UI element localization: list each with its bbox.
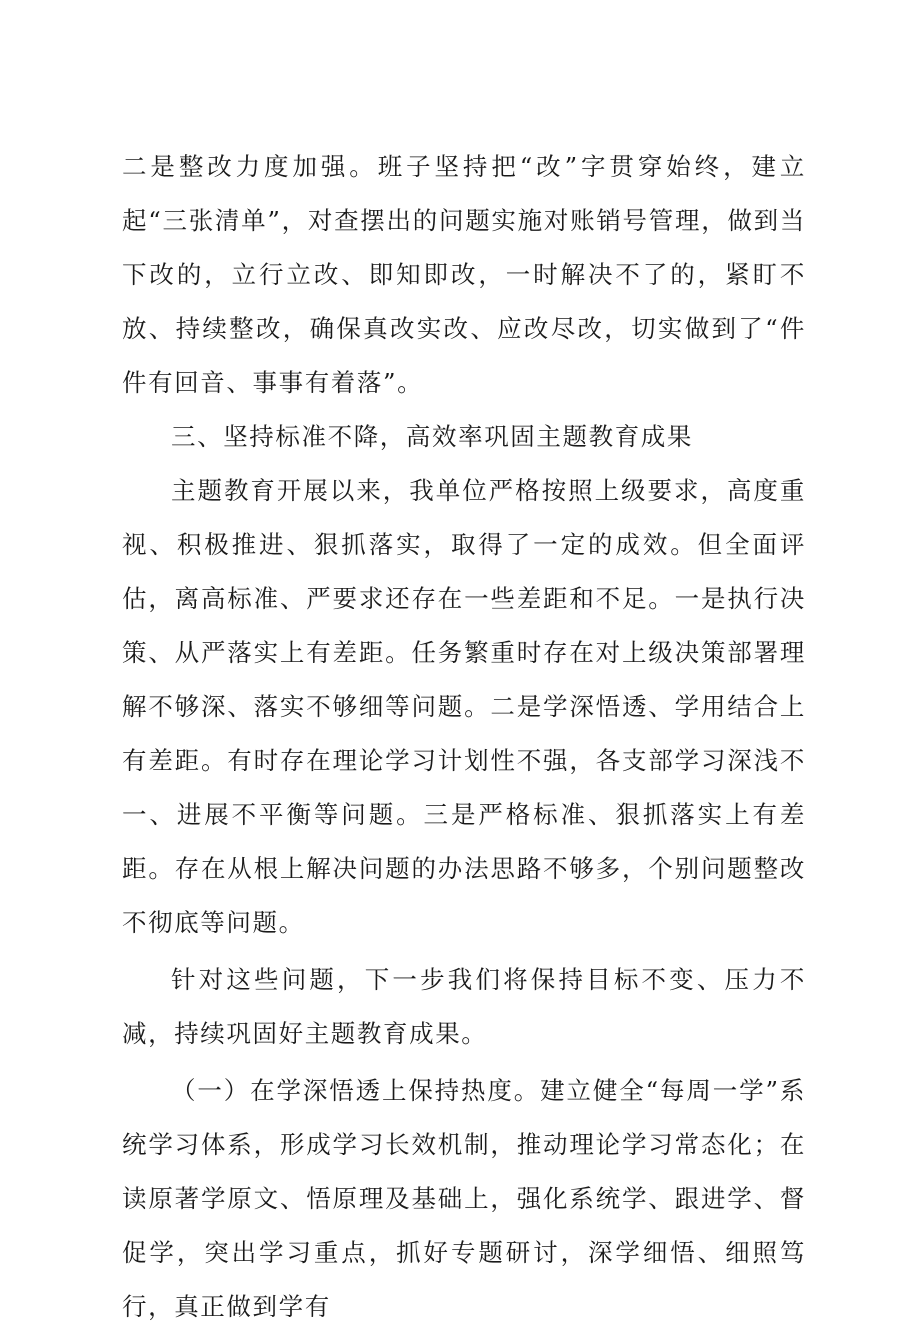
section-heading-three: 三、坚持标准不降，高效率巩固主题教育成果 [171,422,693,451]
paragraph-gaps-and-shortcomings: 主题教育开展以来，我单位严格按照上级要求，高度重视、积极推进、狠抓落实，取得了一定的成效。但全面评估，离高标准、严要求还存在一些差距和不足。一是执行决策、从严落实上有差距。任务繁重时存在对上级决策部署理解不够深、落实不够细等问题。二是学深悟透、学用结合上有差距。有时存在理论学习计划性不强，各支部学习深浅不一、进展不平衡等问题。三是严格标准、狠抓落实上有差距。存在从根上解决问题的办法思路不够多，个别问题整改不彻底等问题。 [122,476,806,937]
paragraph-rectification-strengthened: 二是整改力度加强。班子坚持把“改”字贯穿始终，建立起“三张清单”，对查摆出的问题实施对账销号管理，做到当下改的，立行立改、即知即改，一时解决不了的，紧盯不放、持续整改，确保真改实改、应改尽改，切实做到了“件件有回音、事事有着落”。 [122,152,806,397]
document-body [122,140,806,1334]
paragraph-next-steps: 针对这些问题，下一步我们将保持目标不变、压力不减，持续巩固好主题教育成果。 [122,965,806,1048]
paragraph-study-enthusiasm: （一）在学深悟透上保持热度。建立健全“每周一学”系统学习体系，形成学习长效机制，推动理论学习常态化；在读原著学原文、悟原理及基础上，强化系统学、跟进学、督促学，突出学习重点，抓好专题研讨，深学细悟、细照笃行，真正做到学有 [122,1076,806,1321]
